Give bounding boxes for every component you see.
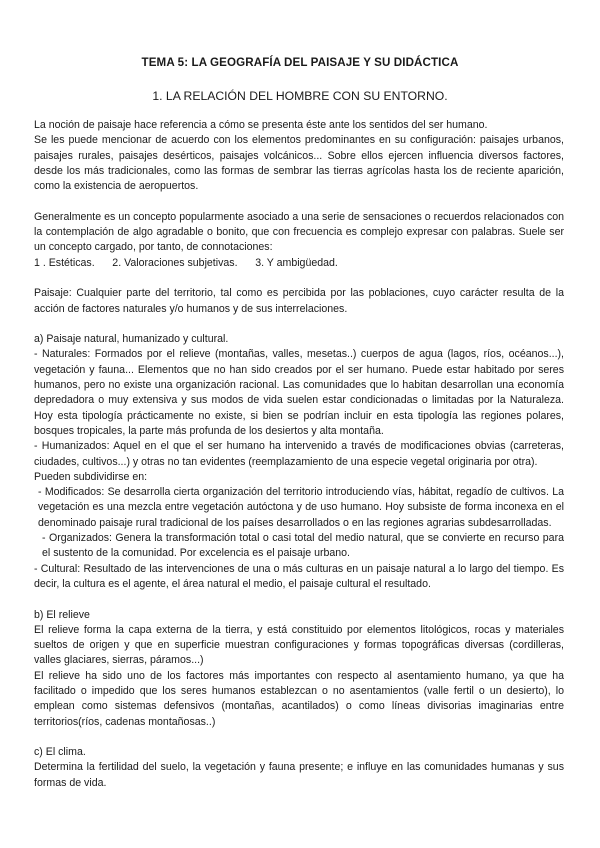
- paragraph-relieve-2: El relieve ha sido uno de los factores más importantes con respecto al asentamiento humano, ya que ha facilitado o impedido que los seres humanos establezcan o no asentamientos (valle fertil o un desierto), lo emplean como sistemas defensivos (montañas, acantilados) o como líneas divisorias imaginarias entre territorios(ríos, cadenas montañosas..): [34, 669, 564, 728]
- item-organizados: - Organizados: Genera la transformación total o casi total del medio natural, que se convierte en recurso para el sustento de la comunidad. Por excelencia es el paisaje urbano.: [42, 532, 564, 560]
- document-title: TEMA 5: LA GEOGRAFÍA DEL PAISAJE Y SU DIDÁCTICA: [141, 56, 459, 69]
- section-heading: 1. LA RELACIÓN DEL HOMBRE CON SU ENTORNO.: [152, 89, 448, 103]
- paragraph-clima: Determina la fertilidad del suelo, la vegetación y fauna presente; e influye en las comunidades humanas y sus formas de vida.: [34, 761, 564, 789]
- item-modificados: - Modificados: Se desarrolla cierta organización del territorio introduciendo vías, hábitat, regadío de cultivos. La vegetación es una mezcla entre vegetación autóctona y de uso humano. Hoy subsiste de forma inconexa en el denominado paisaje rural tradicional de los países desarrollados o en las regiones agrarias subdesarrolladas.: [38, 486, 564, 529]
- connotations-list: 1 . Estéticas. 2. Valoraciones subjetivas. 3. Y ambigüedad.: [34, 256, 338, 269]
- section-c-title: c) El clima.: [34, 746, 86, 759]
- section-a-title: a) Paisaje natural, humanizado y cultural.: [34, 333, 229, 346]
- item-humanizados: - Humanizados: Aquel en el que el ser humano ha intervenido a través de modificaciones obvias (carreteras, ciudades, cultivos...) y otras no tan evidentes (reemplazamiento de una especie vegetal originaria por otra).: [34, 440, 564, 468]
- paragraph-intro: La noción de paisaje hace referencia a cómo se presenta éste ante los sentidos del ser humano.: [34, 119, 488, 131]
- item-cultural: - Cultural: Resultado de las intervenciones de una o más culturas en un paisaje natural a lo largo del tiempo. Es decir, la cultura es el agente, el área natural el medio, el paisaje cultural el resultado.: [34, 562, 564, 590]
- document-body: [34, 118, 564, 791]
- paragraph-concept: Generalmente es un concepto popularmente asociado a una serie de sensaciones o recuerdos relacionados con la contemplación de algo agradable o bonito, que con frecuencia es complejo expresar con palabras. Suele ser un concepto cargado, por tanto, de connotaciones:: [34, 210, 564, 254]
- section-b-title: b) El relieve: [34, 608, 90, 621]
- paragraph-definition: Paisaje: Cualquier parte del territorio, tal como es percibida por las poblaciones, cuyo carácter resulta de la acción de factores naturales y/o humanos y de sus interrelaciones.: [34, 287, 564, 315]
- item-naturales: - Naturales: Formados por el relieve (montañas, valles, mesetas..) cuerpos de agua (lagos, ríos, océanos...), vegetación y fauna... Elementos que no han sido creados por el ser humano. Puede estar habitado por seres humanos, pero no existe una organización racional. Las comunidades que lo habitan desarrollan una economía depredadora o muy extensiva y sus modos de vida suelen estar condicionadas o limitadas por la Naturaleza. Hoy esta tipología prácticamente no existe, si bien se podrían incluir en esta tipología las regiones polares, bosques tropicales, la parte más profunda de los desiertos y alta montaña.: [34, 348, 564, 437]
- subdivide-label: Pueden subdividirse en:: [34, 470, 148, 483]
- paragraph-relieve-1: El relieve forma la capa externa de la tierra, y está constituido por elementos litológicos, rocas y materiales sueltos de origen y que en superficie muestran configuraciones y formas topográficas diversas (cordilleras, valles glaciares, sierras, páramos...): [34, 623, 564, 667]
- paragraph-types: Se les puede mencionar de acuerdo con los elementos predominantes en su configuración: paisajes urbanos, paisajes rurales, paisajes desérticos, paisajes volcánicos... Sobre ellos ejercen influencia diversos factores, desde los más tradicionales, como las formas de sembrar las tierras agrícolas hasta los de reciente aparición, como la existencia de aeropuertos.: [34, 134, 564, 193]
